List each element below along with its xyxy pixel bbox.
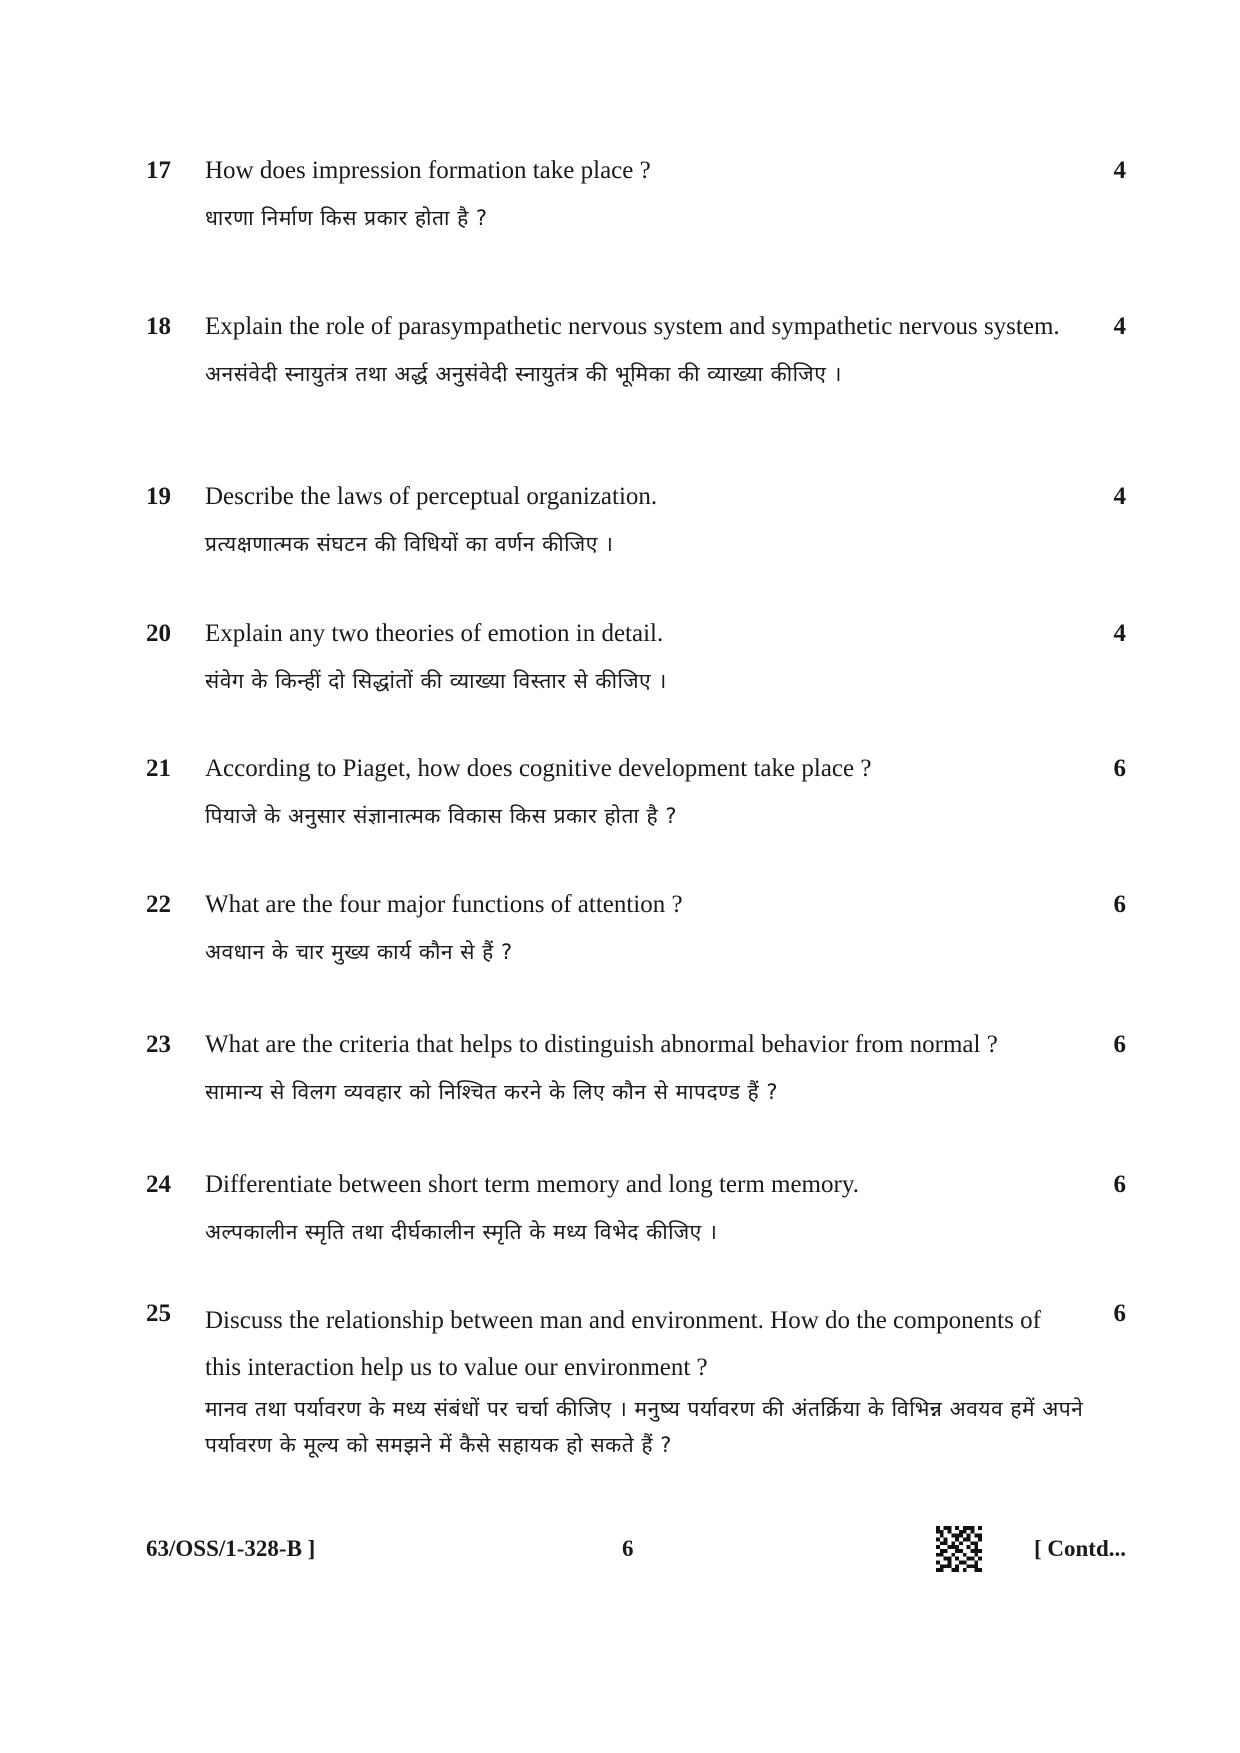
question-23 (146, 1028, 1126, 1110)
question-text-english: Explain the role of parasympathetic nervous system and sympathetic nervous system. (205, 313, 1060, 340)
question-17 (146, 154, 1126, 236)
question-marks: 6 (1113, 1031, 1126, 1058)
question-text-english: Explain any two theories of emotion in detail. (205, 620, 664, 647)
question-text-hindi: अनसंवेदी स्नायुतंत्र तथा अर्द्ध अनुसंवेदी स्नायुतंत्र की भूमिका की व्याख्या कीजिए । (205, 362, 842, 386)
question-text-hindi: पियाजे के अनुसार संज्ञानात्मक विकास किस प्रकार होता है ? (205, 804, 678, 828)
question-number: 23 (146, 1031, 171, 1058)
question-marks: 4 (1113, 483, 1126, 510)
question-marks: 4 (1113, 157, 1126, 184)
question-marks: 6 (1113, 755, 1126, 782)
question-text-english: How does impression formation take place ? (205, 157, 651, 184)
question-18 (146, 310, 1126, 392)
question-20 (146, 617, 1126, 699)
question-marks: 6 (1113, 1171, 1126, 1198)
question-text-hindi: प्रत्यक्षणात्मक संघटन की विधियों का वर्णन कीजिए । (205, 532, 614, 556)
paper-code: 63/OSS/1-328-B ] (146, 1536, 316, 1561)
question-text-english: Differentiate between short term memory and long term memory. (205, 1171, 859, 1198)
question-text-english: Describe the laws of perceptual organization. (205, 483, 658, 510)
question-text-english: What are the four major functions of attention ? (205, 891, 683, 918)
question-text-hindi: सामान्य से विलग व्यवहार को निश्चित करने के लिए कौन से मापदण्ड हैं ? (205, 1080, 778, 1104)
question-marks: 4 (1113, 313, 1126, 340)
question-number: 21 (146, 755, 171, 782)
question-number: 19 (146, 483, 171, 510)
question-text-hindi: मानव तथा पर्यावरण के मध्य संबंधों पर चर्चा कीजिए । मनुष्य पर्यावरण की अंतर्क्रिया के विभिन्न अवयव हमें अपने पर्यावरण के मूल्य को समझने में कैसे सहायक हो सकते हैं ? (205, 1397, 1084, 1457)
question-text-english: What are the criteria that helps to distinguish abnormal behavior from normal ? (205, 1031, 998, 1058)
question-marks: 6 (1113, 1300, 1126, 1327)
question-text-hindi: अल्पकालीन स्मृति तथा दीर्घकालीन स्मृति के मध्य विभेद कीजिए । (205, 1220, 718, 1244)
question-22 (146, 888, 1126, 970)
question-number: 18 (146, 313, 171, 340)
question-number: 25 (146, 1300, 171, 1327)
question-marks: 6 (1113, 891, 1126, 918)
question-text-hindi: अवधान के चार मुख्य कार्य कौन से हैं ? (205, 940, 513, 964)
continued-label: [ Contd... (1033, 1536, 1126, 1561)
question-number: 17 (146, 157, 171, 184)
page-number: 6 (622, 1536, 634, 1561)
question-number: 24 (146, 1171, 171, 1198)
question-text-english: Discuss the relationship between man and environment. How do the components of this interaction help us to value our environment ? (205, 1307, 1041, 1381)
question-text-hindi: संवेग के किन्हीं दो सिद्धांतों की व्याख्या विस्तार से कीजिए । (205, 669, 667, 693)
question-21 (146, 752, 1126, 834)
question-19 (146, 480, 1126, 562)
question-text-hindi: धारणा निर्माण किस प्रकार होता है ? (205, 206, 488, 230)
question-24 (146, 1168, 1126, 1250)
question-number: 20 (146, 620, 171, 647)
question-25 (146, 1300, 1126, 1463)
qr-code-icon (936, 1526, 982, 1572)
question-marks: 4 (1113, 620, 1126, 647)
question-number: 22 (146, 891, 171, 918)
page-footer (146, 1526, 1126, 1576)
question-text-english: According to Piaget, how does cognitive development take place ? (205, 755, 872, 782)
